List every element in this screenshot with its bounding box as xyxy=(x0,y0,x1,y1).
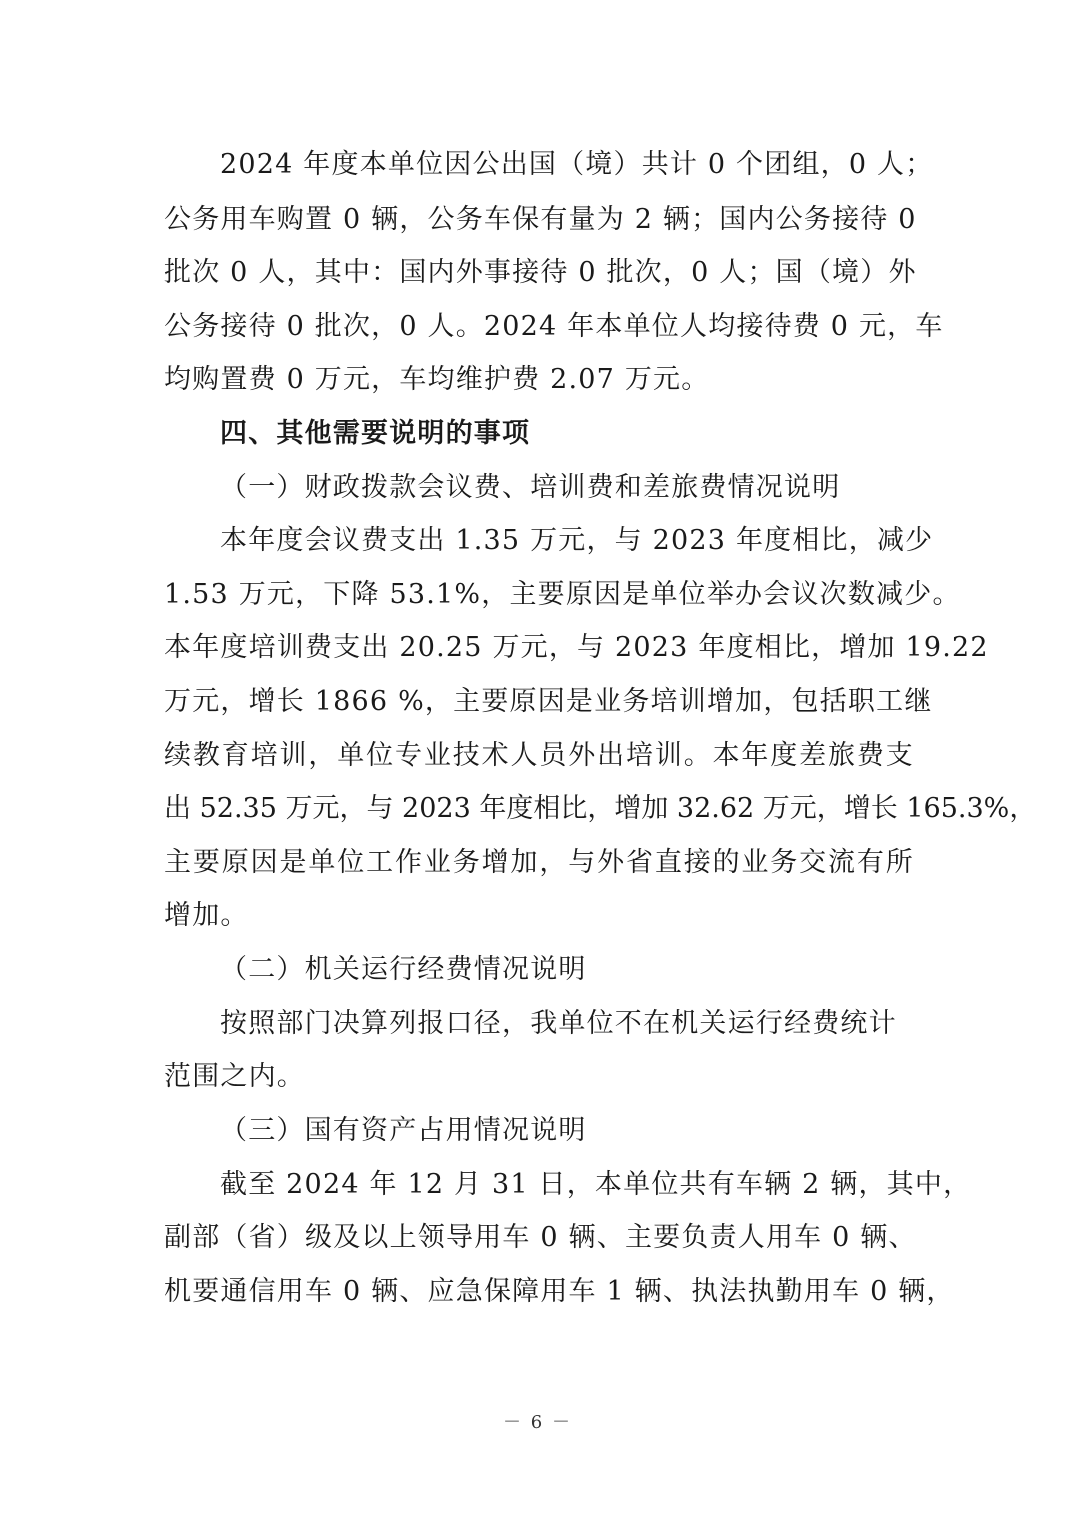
paragraph-line: 批次 0 人，其中：国内外事接待 0 批次，0 人；国（境）外 xyxy=(164,257,917,288)
page-number: － 6 － xyxy=(503,1412,572,1433)
section-heading: 四、其他需要说明的事项 xyxy=(220,418,531,449)
paragraph-line: 范围之内。 xyxy=(164,1061,305,1092)
subsection-heading: （二）机关运行经费情况说明 xyxy=(220,954,587,985)
paragraph-line: 副部（省）级及以上领导用车 0 辆、主要负责人用车 0 辆、 xyxy=(164,1222,917,1253)
subsection-heading: （三）国有资产占用情况说明 xyxy=(220,1115,587,1146)
paragraph-line: 增加。 xyxy=(164,900,249,931)
paragraph-line: 本年度会议费支出 1.35 万元，与 2023 年度相比，减少 xyxy=(220,525,934,556)
paragraph-line: 机要通信用车 0 辆、应急保障用车 1 辆、执法执勤用车 0 辆， xyxy=(164,1276,955,1307)
paragraph-line: 1.53 万元，下降 53.1%，主要原因是单位举办会议次数减少。 xyxy=(164,579,961,610)
paragraph-line: 万元，增长 1866 %，主要原因是业务培训增加，包括职工继 xyxy=(164,686,933,717)
paragraph-line: 续教育培训，单位专业技术人员外出培训。本年度差旅费支 xyxy=(164,740,914,771)
paragraph-line: 均购置费 0 万元，车均维护费 2.07 万元。 xyxy=(164,364,710,395)
paragraph-line: 出 52.35 万元，与 2023 年度相比，增加 32.62 万元，增长 165.3%， xyxy=(164,793,1037,824)
subsection-heading: （一）财政拨款会议费、培训费和差旅费情况说明 xyxy=(220,472,841,503)
paragraph-line: 公务接待 0 批次，0 人。2024 年本单位人均接待费 0 元，车 xyxy=(164,311,944,342)
paragraph-line: 本年度培训费支出 20.25 万元，与 2023 年度相比，增加 19.22 xyxy=(164,632,989,663)
paragraph-line: 公务用车购置 0 辆，公务车保有量为 2 辆；国内公务接待 0 xyxy=(164,204,917,235)
paragraph-line: 主要原因是单位工作业务增加，与外省直接的业务交流有所 xyxy=(164,847,914,878)
paragraph-line: 截至 2024 年 12 月 31 日，本单位共有车辆 2 辆，其中， xyxy=(220,1169,972,1200)
paragraph-line: 2024 年度本单位因公出国（境）共计 0 个团组，0 人； xyxy=(220,149,934,180)
paragraph-line: 按照部门决算列报口径，我单位不在机关运行经费统计 xyxy=(220,1008,897,1039)
